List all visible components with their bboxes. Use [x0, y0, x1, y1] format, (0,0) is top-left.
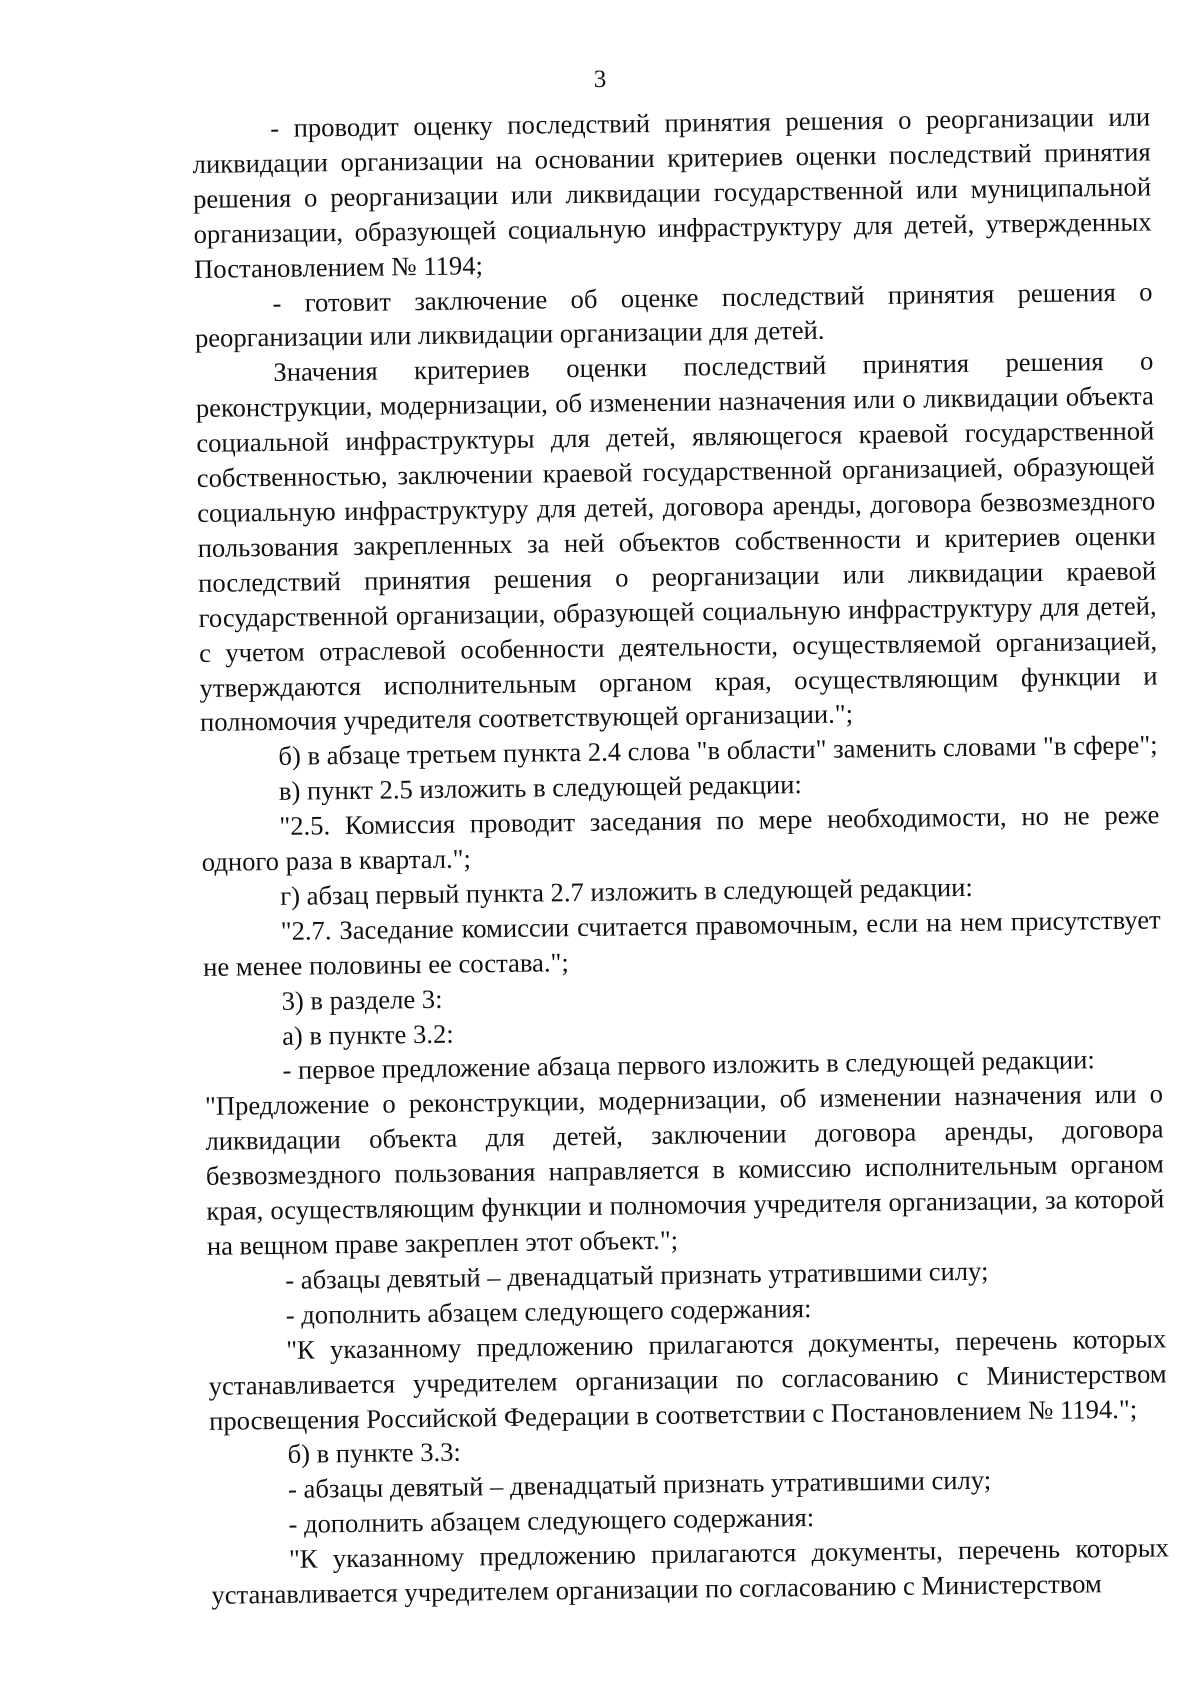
- paragraph: "К указанному предложению прилагаются документы, перечень которых устанавливается учредителем организации по согласованию с Министерством просвещения Российской Федерации в соответствии с Постановлением № 1194.";: [208, 1323, 1167, 1436]
- paragraph: "К указанному предложению прилагаются документы, перечень которых устанавливается учредителем организации по согласованию с Министерством: [211, 1532, 1170, 1610]
- paragraph: - дополнить абзацем следующего содержания:: [285, 1292, 812, 1330]
- paragraph: - абзацы девятый – двенадцатый признать утратившими силу;: [287, 1465, 992, 1505]
- paragraph: б) в пункте 3.3:: [287, 1437, 462, 1470]
- paragraph: а) в пункте 3.2:: [281, 1018, 454, 1051]
- paragraph: - проводит оценку последствий принятия решения о реорганизации или ликвидации организации на основании критериев оценки последствий принятия решения о реорганизации или ликвидации государственной или муниципальной организации, образующей социальную инфраструктуру для детей, утвержденных Постановлением № 1194;: [192, 101, 1152, 284]
- paragraph: в) пункт 2.5 изложить в следующей редакции:: [278, 769, 802, 807]
- paragraph: 3) в разделе 3:: [281, 983, 443, 1016]
- paragraph: - дополнить абзацем следующего содержания:: [288, 1502, 815, 1540]
- paragraph: "2.7. Заседание комиссии считается правомочным, если на нем присутствует не менее половины ее состава.";: [202, 904, 1161, 982]
- page-number: 3: [593, 66, 607, 93]
- paragraph: Значения критериев оценки последствий принятия решения о реконструкции, модернизации, об изменении назначения или о ликвидации объекта социальной инфраструктуры для детей, являющегося краевой государственной собственностью, заключении краевой государственной организацией, образующей социальную инфраструктуру для детей, договора аренды, договора безвозмездного пользования закрепленных за ней объектов собственности и критериев оценки последствий принятия решения о реорганизации или ликвидации краевой государственной организации, образующей социальную инфраструктуру для детей, с учетом отраслевой особенности деятельности, осуществляемой организацией, утверждаются исполнительным органом края, осуществляющим функции и полномочия учредителя соответствующей организации.";: [195, 345, 1158, 738]
- paragraph: - готовит заключение об оценке последствий принятия решения о реорганизации или ликвидации организации для детей.: [194, 275, 1153, 354]
- paragraph: - абзацы девятый – двенадцатый признать утратившими силу;: [285, 1255, 989, 1295]
- paragraph: б) в абзаце третьем пункта 2.4 слова "в области" заменить словами "в сфере";: [278, 729, 1158, 772]
- paragraph: "2.5. Комиссия проводит заседания по мере необходимости, но не реже одного раза в квартал.";: [201, 799, 1160, 877]
- paragraph: "Предложение о реконструкции, модернизации, об изменении назначения или о ликвидации объекта для детей, заключении договора аренды, договора безвозмездного пользования направляется в комиссию исполнительным органом края, осуществляющим функции и полномочия учредителя организации, за которой на вещном праве закреплен этот объект.";: [204, 1078, 1165, 1261]
- paragraph: г) абзац первый пункта 2.7 изложить в следующей редакции:: [280, 871, 973, 911]
- paragraph: - первое предложение абзаца первого изложить в следующей редакции:: [282, 1044, 1095, 1086]
- document-body: [192, 99, 1170, 1612]
